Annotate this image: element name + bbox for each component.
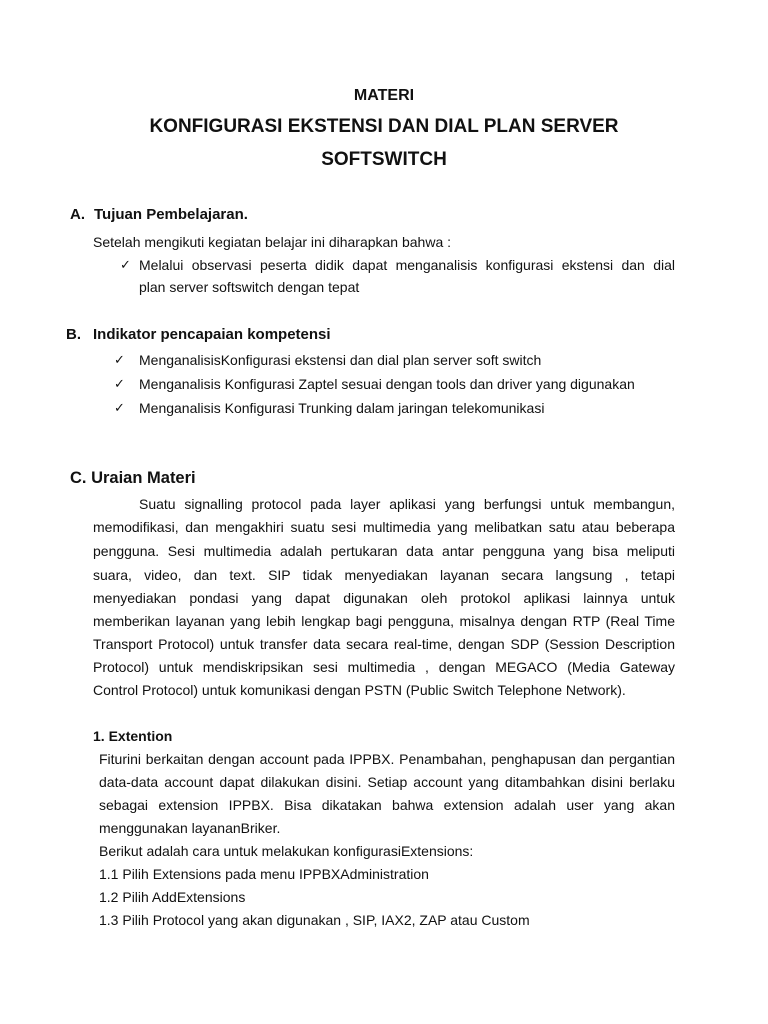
section-c-paragraph-line: Protocol) untuk mendiskripsikan sesi multimedia , dengan MEGACO (Media Gateway — [93, 659, 675, 675]
section-a-intro: Setelah mengikuti kegiatan belajar ini diharapkan bahwa : — [93, 234, 452, 250]
section-c-paragraph-line: memodifikasi, dan mengakhiri suatu sesi multimedia yang melibatkan satu atau beberapa — [93, 519, 675, 535]
check-icon: ✓ — [114, 400, 125, 415]
section-a-bullet-line-2: plan server softswitch dengan tepat — [139, 279, 360, 295]
section-b-letter: B. — [66, 326, 81, 343]
section-b-item: Menganalisis Konfigurasi Zaptel sesuai dengan tools dan driver yang digunakan — [139, 376, 635, 392]
steps-intro: Berikut adalah cara untuk melakukan konfigurasiExtensions: — [99, 843, 474, 859]
section-a-letter: A. — [70, 206, 85, 223]
subsection-1-paragraph-line: sebagai extension IPPBX. Bisa dikatakan bahwa extension adalah user yang akan — [99, 797, 675, 813]
check-icon: ✓ — [114, 352, 125, 367]
section-c-paragraph-line: Suatu signalling protocol pada layer aplikasi yang berfungsi untuk membangun, — [139, 496, 675, 512]
section-b-title: Indikator pencapaian kompetensi — [93, 326, 331, 343]
step-item: 1.2 Pilih AddExtensions — [99, 889, 246, 905]
step-item: 1.3 Pilih Protocol yang akan digunakan , SIP, IAX2, ZAP atau Custom — [99, 912, 530, 928]
subsection-1-paragraph-line: Fiturini berkaitan dengan account pada IPPBX. Penambahan, penghapusan dan pergantian — [99, 751, 675, 767]
step-item: 1.1 Pilih Extensions pada menu IPPBXAdministration — [99, 866, 429, 882]
section-b-heading — [66, 326, 331, 343]
document-title-line-1: KONFIGURASI EKSTENSI DAN DIAL PLAN SERVER — [149, 116, 619, 137]
section-c-paragraph-line: memberikan layanan yang lebih lengkap bagi pengguna, misalnya dengan RTP (Real Time — [93, 613, 675, 629]
section-c-paragraph-line: pengguna. Sesi multimedia adalah pertukaran data antar pengguna yang bisa meliputi — [93, 543, 675, 559]
subsection-1-heading: 1. Extention — [93, 728, 173, 744]
check-icon: ✓ — [120, 257, 131, 272]
section-b-item: Menganalisis Konfigurasi Trunking dalam jaringan telekomunikasi — [139, 400, 545, 416]
section-c-paragraph-line: suara, video, dan text. SIP tidak menyediakan layanan secara langsung , tetapi — [93, 567, 675, 583]
section-a-bullet-line-1: Melalui observasi peserta didik dapat menganalisis konfigurasi ekstensi dan dial — [139, 257, 675, 273]
section-a-title: Tujuan Pembelajaran. — [94, 206, 248, 223]
subsection-1-paragraph-line: data-data account dapat dilakukan disini. Setiap account yang ditambahkan disini berlaku — [99, 774, 675, 790]
section-b-item: MenganalisisKonfigurasi ekstensi dan dial plan server soft switch — [139, 352, 542, 368]
section-c-heading: C. Uraian Materi — [70, 469, 196, 487]
document-title-line-2: SOFTSWITCH — [321, 149, 447, 170]
check-icon: ✓ — [114, 376, 125, 391]
section-a-heading — [70, 206, 248, 223]
section-c-paragraph-line: Transport Protocol) untuk transfer data secara real-time, dengan SDP (Session Description — [93, 636, 675, 652]
subsection-1-paragraph-line: menggunakan layananBriker. — [99, 820, 281, 836]
materi-label: MATERI — [353, 87, 415, 104]
section-c-paragraph-line: menyediakan pondasi yang dapat digunakan oleh protokol aplikasi lainnya untuk — [93, 590, 675, 606]
section-c-paragraph-line: Control Protocol) untuk komunikasi dengan PSTN (Public Switch Telephone Network). — [93, 682, 626, 698]
